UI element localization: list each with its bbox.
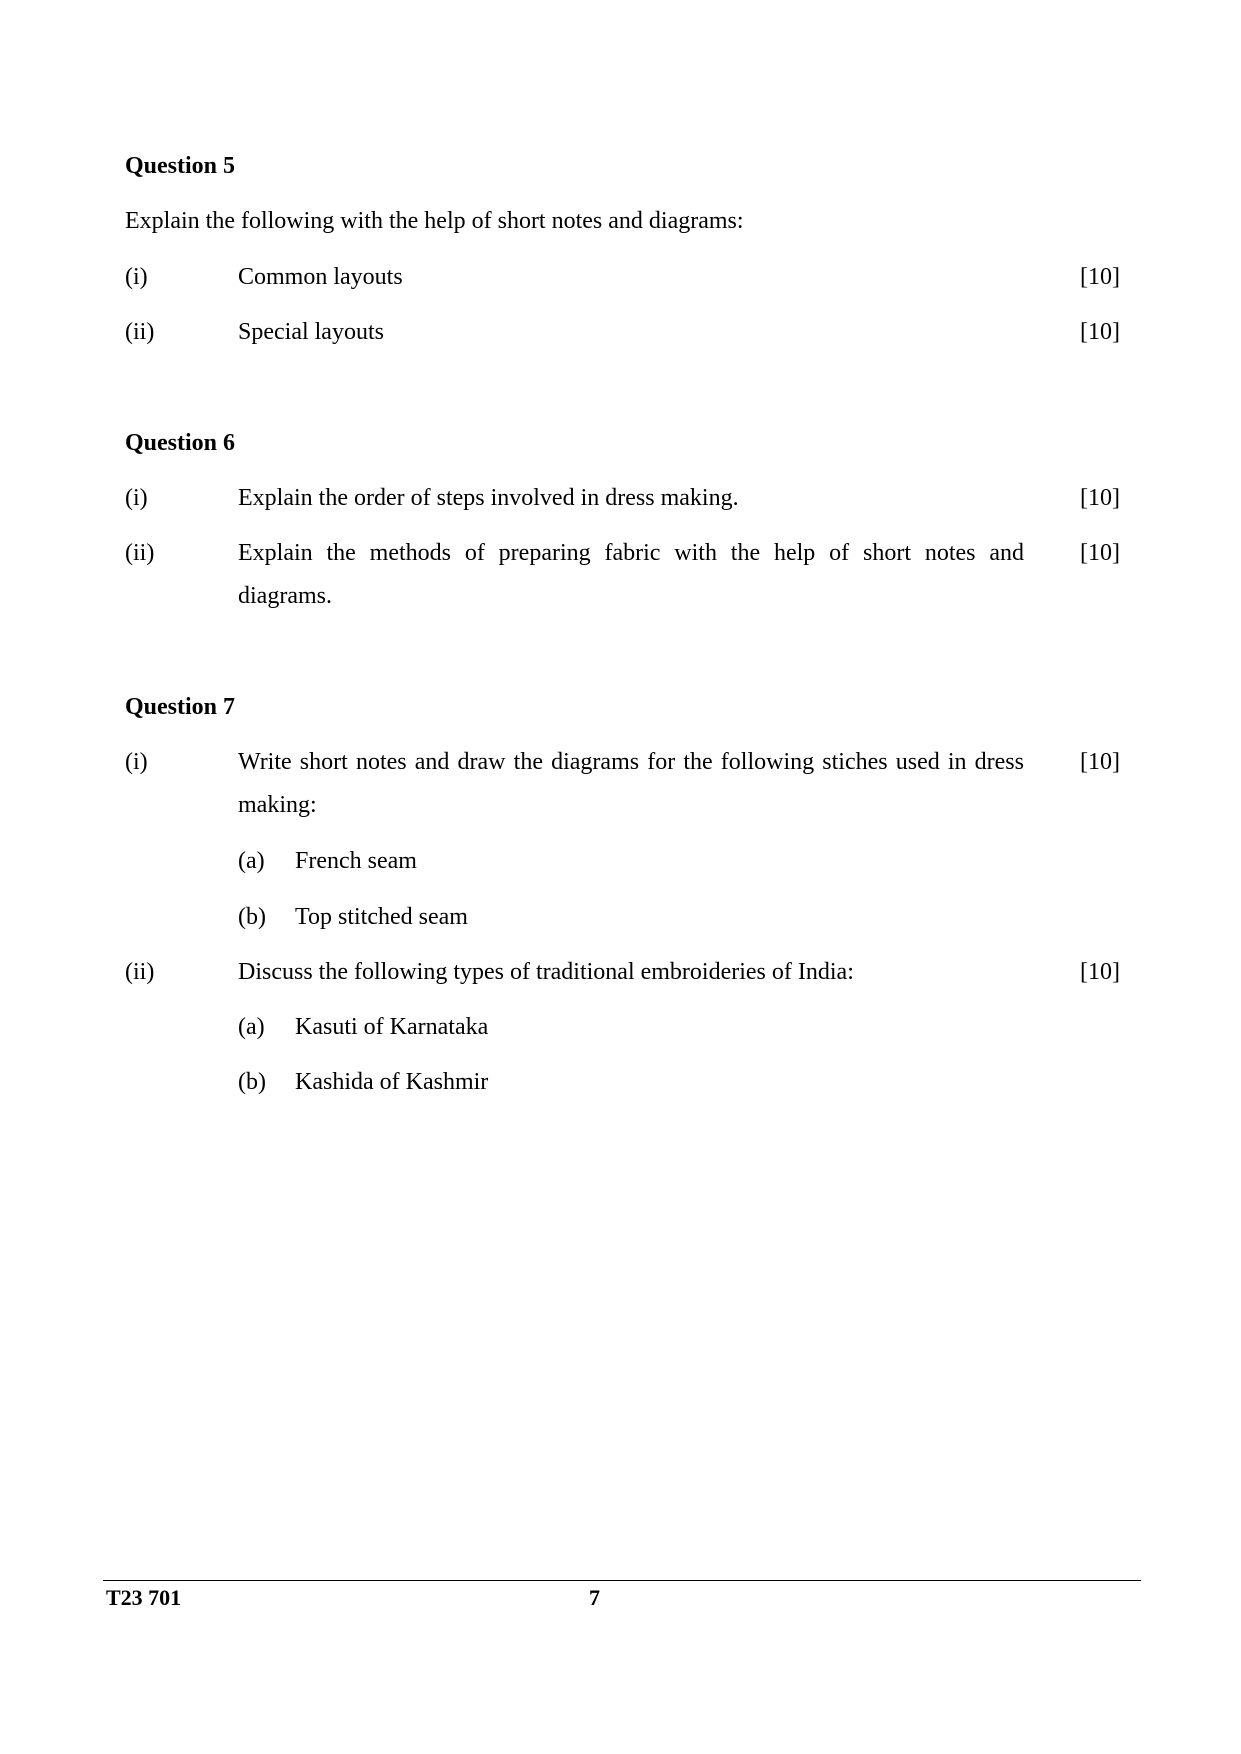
question-7-title: Question 7 bbox=[125, 694, 236, 720]
part-text: Special layouts bbox=[238, 319, 384, 345]
part-number: (ii) bbox=[125, 319, 155, 345]
part-text: Common layouts bbox=[238, 264, 403, 290]
part-number: (i) bbox=[125, 749, 148, 775]
question-5-intro: Explain the following with the help of short notes and diagrams: bbox=[125, 208, 744, 234]
part-number: (i) bbox=[125, 485, 148, 511]
sub-part-text: Kasuti of Karnataka bbox=[295, 1014, 489, 1040]
sub-part-letter: (a) bbox=[238, 848, 265, 874]
marks-label: [10] bbox=[1080, 540, 1120, 566]
marks-label: [10] bbox=[1080, 485, 1120, 511]
page-number: 7 bbox=[589, 1585, 600, 1610]
part-number: (ii) bbox=[125, 959, 155, 985]
part-text: Explain the order of steps involved in dress making. bbox=[238, 485, 739, 511]
part-text: Write short notes and draw the diagrams for the following stiches used in dress making: bbox=[238, 749, 1024, 818]
sub-part-text: Kashida of Kashmir bbox=[295, 1069, 489, 1095]
marks-label: [10] bbox=[1080, 264, 1120, 290]
marks-label: [10] bbox=[1080, 749, 1120, 775]
part-text: Explain the methods of preparing fabric with the help of short notes and diagrams. bbox=[238, 540, 1024, 609]
part-number: (ii) bbox=[125, 540, 155, 566]
part-text: Discuss the following types of traditional embroideries of India: bbox=[238, 959, 854, 985]
sub-part-letter: (b) bbox=[238, 904, 266, 930]
sub-part-letter: (a) bbox=[238, 1014, 265, 1040]
part-number: (i) bbox=[125, 264, 148, 290]
sub-part-text: French seam bbox=[295, 848, 417, 874]
paper-code: T23 701 bbox=[106, 1585, 182, 1610]
marks-label: [10] bbox=[1080, 959, 1120, 985]
question-5-title: Question 5 bbox=[125, 153, 236, 179]
footer-divider bbox=[103, 1580, 1141, 1581]
marks-label: [10] bbox=[1080, 319, 1120, 345]
sub-part-letter: (b) bbox=[238, 1069, 266, 1095]
question-6-title: Question 6 bbox=[125, 430, 236, 456]
sub-part-text: Top stitched seam bbox=[295, 904, 468, 930]
